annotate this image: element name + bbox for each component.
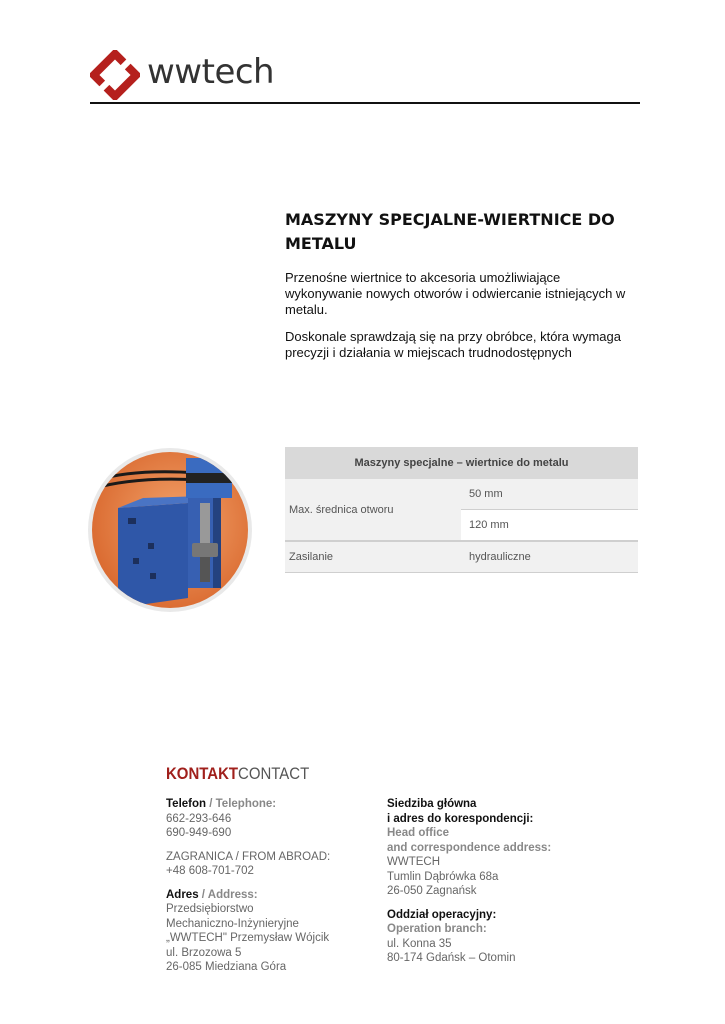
address-line: Mechaniczno-Inżynieryjne (166, 917, 299, 930)
page-title (285, 208, 615, 256)
address-line: Przedsiębiorstwo (166, 903, 254, 915)
intro-paragraph-2: Doskonale sprawdzają się na przy obróbce, która wymaga precyzji i działania w miejscach trudnodostępnych (285, 329, 622, 360)
spec-table (285, 447, 638, 573)
address-line: „WWTECH" Przemysław Wójcik (166, 932, 330, 944)
drilling-machine-photo (88, 448, 253, 613)
phone-number-1: 662-293-646 (166, 812, 232, 825)
head-office-label-pl-1: Siedziba główna (387, 798, 477, 810)
row-label-diameter: Max. średnica otworu (285, 479, 461, 540)
branch-label-en: Operation branch: (387, 923, 487, 935)
abroad-number: +48 608-701-702 (166, 865, 254, 877)
contact-right-column (387, 797, 587, 966)
table-row (285, 541, 638, 573)
address-line: 26-085 Miedziana Góra (166, 961, 287, 973)
address-label: Adres / Address: (166, 888, 258, 901)
contact-left-column (166, 797, 366, 975)
phone-label: Telefon / Telephone: (166, 798, 277, 810)
head-office-line: WWTECH (387, 856, 441, 868)
branch-line: ul. Konna 35 (387, 937, 452, 950)
logo-wordmark: wwtech (147, 52, 275, 92)
address-line: ul. Brzozowa 5 (166, 946, 242, 959)
branch-label-pl: Oddział operacyjny: (387, 908, 497, 921)
abroad-label: ZAGRANICA / FROM ABROAD: (166, 850, 331, 863)
head-office-line: Tumlin Dąbrówka 68a (387, 870, 499, 883)
value-hydraulic: hydrauliczne (469, 551, 531, 563)
header-divider (90, 102, 640, 104)
wwtech-logo-icon (90, 50, 140, 100)
head-office-label-en-2: and correspondence address: (387, 841, 552, 854)
branch-line: 80-174 Gdańsk – Otomin (387, 952, 516, 964)
spec-table-header: Maszyny specjalne – wiertnice do metalu (285, 447, 638, 479)
title-line-1: MASZYNY SPECJALNE-WIERTNICE DO (285, 210, 615, 229)
intro-paragraph-1: Przenośne wiertnice to akcesoria umożliwiające wykonywanie nowych otworów i odwiercanie istniejących w metalu. (285, 270, 626, 317)
phone-number-2: 690-949-690 (166, 827, 232, 839)
head-office-label-pl-2: i adres do korespondencji: (387, 812, 534, 825)
value-50mm: 50 mm (461, 479, 638, 509)
head-office-line: 26-050 Zagnańsk (387, 885, 477, 897)
row-label-power: Zasilanie (289, 551, 334, 563)
head-office-label-en-1: Head office (387, 827, 449, 839)
table-row (285, 479, 638, 541)
title-line-2: METALU (285, 234, 357, 253)
value-120mm: 120 mm (461, 509, 638, 540)
contact-heading: KONTAKTCONTACT (166, 764, 310, 783)
